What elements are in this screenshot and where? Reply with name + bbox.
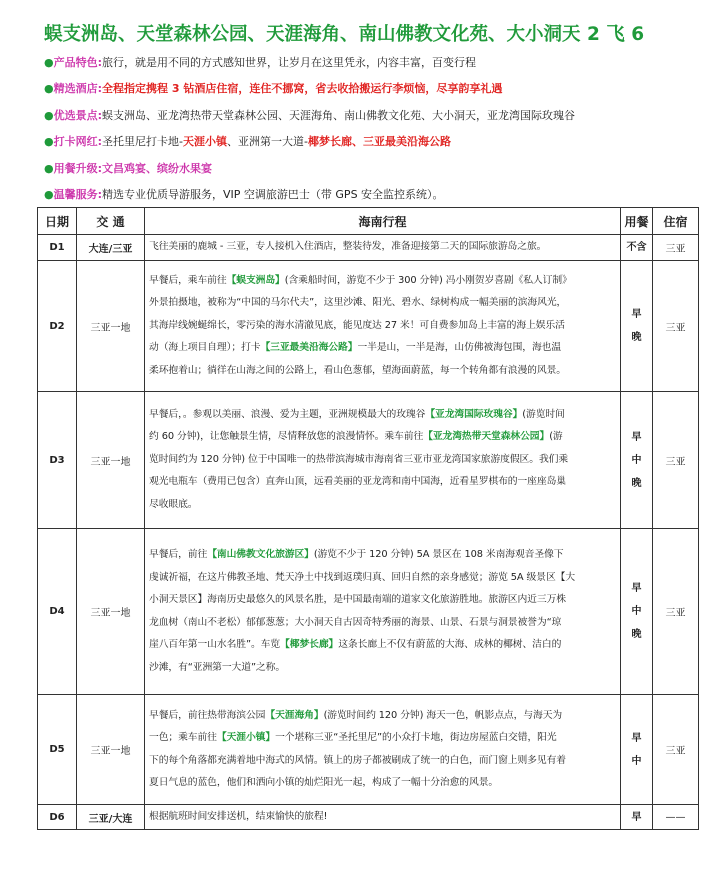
cell-day: D2: [38, 261, 77, 392]
cell-itinerary: [145, 529, 621, 695]
itinerary-line: 其海岸线婉蜒绵长，零污染的海水清澈见底，能见度达 27 米！可自费参加岛上丰富的海上娱乐活: [149, 319, 565, 331]
itinerary-table: [37, 207, 699, 830]
cell-meal: [621, 392, 653, 529]
spots-label: 优选景点:: [53, 109, 103, 122]
cell-itinerary: [145, 805, 621, 830]
service-text: 精选专业优质导游服务，VIP 空调旅游巴士（带 GPS 安全监控系统）。: [102, 188, 444, 201]
itinerary-line: 早餐后，乘车前往【蜈支洲岛】(含乘船时间，游览不少于 300 分钟) 冯小刚贺岁喜剧《私人订制》: [149, 274, 572, 286]
itinerary-line: 动（海上项目自理）；打卡【三亚最美沿海公路】一半是山，一半是海，山仿佛被海包围，海也温: [149, 342, 562, 354]
meal-item: 中: [631, 454, 642, 466]
itinerary-line: 虔诚祈福，在这片佛教圣地、梵天净土中找到返璞归真、回归自然的亲身感觉；游览 5A 级景区【大: [149, 571, 576, 583]
table-row: [38, 261, 699, 392]
meal-item: 晚: [631, 332, 642, 343]
cell-itinerary: [145, 392, 621, 529]
itinerary-line: 尽收眼底。: [149, 498, 198, 510]
cell-transport: 三亚一地: [77, 261, 145, 392]
cell-stay: 三亚: [653, 261, 699, 392]
checkin-label: 打卡网红:: [53, 135, 103, 148]
features-label: 产品特色:: [53, 56, 103, 69]
info-spots: ●优选景点:蜈支洲岛、亚龙湾热带天堂森林公园、天涯海角、南山佛教文化苑、大小洞天，亚龙湾国际玫瑰谷: [44, 109, 576, 122]
cell-itinerary: [145, 235, 621, 261]
info-checkin: ●打卡网红:圣托里尼打卡地-天涯小镇、亚洲第一大道-椰梦长廊、三亚最美沿海公路: [44, 135, 451, 148]
cell-itinerary: [145, 695, 621, 805]
itinerary-line: 早餐后，前往【南山佛教文化旅游区】(游览不少于 120 分钟) 5A 景区在 108 米南海观音圣像下: [149, 549, 564, 560]
hotel-label: 精选酒店:: [53, 82, 103, 95]
meal-item: 晚: [631, 629, 642, 640]
cell-stay: 三亚: [653, 529, 699, 695]
cell-meal: [621, 235, 653, 261]
hotel-text: 全程指定携程 3 钻酒店住宿，连住不挪窝，省去收拾搬运行李烦恼，尽享韵享礼遇: [102, 82, 503, 95]
table-row: [38, 235, 699, 261]
header-meal: 用餐: [621, 208, 653, 235]
itinerary-line: 飞往美丽的鹿城 - 三亚，专人接机入住酒店，整装待发，准备迎接第二天的国际旅游岛之旅。: [149, 241, 547, 253]
cell-transport: 三亚一地: [77, 695, 145, 805]
cell-transport: 三亚一地: [77, 392, 145, 529]
itinerary-body: [38, 235, 699, 830]
cell-day: D4: [38, 529, 77, 695]
meal-item: 中: [631, 755, 642, 767]
cell-stay: 三亚: [653, 235, 699, 261]
cell-stay: 三亚: [653, 695, 699, 805]
meal-item: 早: [631, 811, 642, 823]
checkin-text-d: 椰梦长廊、三亚最美沿海公路: [307, 135, 451, 148]
meal-item: 早: [631, 732, 642, 744]
meal-item: 早: [631, 583, 642, 594]
table-header-row: [38, 208, 699, 235]
cell-meal: [621, 695, 653, 805]
table-row: [38, 392, 699, 529]
meal-item: 早: [631, 431, 642, 443]
header-stay: 住宿: [653, 208, 699, 235]
table-row: [38, 529, 699, 695]
cell-meal: [621, 261, 653, 392]
cell-day: D5: [38, 695, 77, 805]
itinerary-line: 外景拍摄地，被称为“中国的马尔代夫”，这里沙滩、阳光、碧水、绿树构成一幅美丽的滨海风光，: [149, 297, 567, 309]
itinerary-line: 根据航班时间安排送机，结束愉快的旅程!: [149, 810, 328, 822]
itinerary-line: 约 60 分钟)，让您触景生情，尽情释放您的浪漫情怀。乘车前往【亚龙湾热带天堂森林公园】(游: [149, 431, 563, 443]
cell-day: D6: [38, 805, 77, 830]
checkin-text-c: 、亚洲第一大道-: [226, 135, 308, 148]
cell-itinerary: [145, 261, 621, 392]
itinerary-line: 下的每个角落都充满着地中海式的风情。镇上的房子都被刷成了统一的白色，而门窗上则多见有着: [149, 754, 566, 766]
table-row: [38, 805, 699, 830]
meal-item: 晚: [631, 477, 642, 489]
spots-text: 蜈支洲岛、亚龙湾热带天堂森林公园、天涯海角、南山佛教文化苑、大小洞天，亚龙湾国际玫瑰谷: [102, 109, 576, 122]
header-itinerary: 海南行程: [145, 208, 621, 235]
checkin-text-a: 圣托里尼打卡地-: [102, 135, 183, 148]
info-meal: ●用餐升级:文昌鸡宴、缤纷水果宴: [44, 162, 213, 175]
itinerary-line: 龙血树（南山不老松）郁郁葱葱；大小洞天自古因奇特秀丽的海景、山景、石景与洞景被誉为“琼: [149, 616, 562, 628]
cell-stay: 三亚: [653, 392, 699, 529]
itinerary-line: 崖八百年第一山水名胜”。车览【椰梦长廊】这条长廊上不仅有蔚蓝的大海、成林的椰树、洁白的: [149, 639, 562, 650]
table-row: [38, 695, 699, 805]
itinerary-line: 观光电瓶车（费用已包含）直奔山顶，远看美丽的亚龙湾和南中国海，近看星罗棋布的一座座岛巢: [149, 476, 566, 488]
cell-day: D1: [38, 235, 77, 261]
header-transport: 交 通: [77, 208, 145, 235]
cell-transport: 三亚一地: [77, 529, 145, 695]
cell-meal: [621, 529, 653, 695]
info-features: ●产品特色:旅行，就是用不同的方式感知世界，让岁月在这里凭永，内容丰富，百变行程: [44, 56, 477, 69]
features-text: 旅行，就是用不同的方式感知世界，让岁月在这里凭永，内容丰富，百变行程: [102, 56, 477, 69]
service-label: 温馨服务:: [53, 188, 103, 201]
meal-text: 文昌鸡宴、缤纷水果宴: [102, 162, 213, 175]
meal-item: 早: [631, 309, 642, 320]
itinerary-line: 小洞天景区】海南历史最悠久的风景名胜，是中国最南端的道家文化旅游胜地。旅游区内近三万株: [149, 594, 566, 605]
cell-day: D3: [38, 392, 77, 529]
cell-transport: 三亚/大连: [77, 805, 145, 830]
itinerary-line: 早餐后，前往热带海滨公园【天涯海角】(游览时间约 120 分钟) 海天一色，帆影点点，与海天为: [149, 709, 563, 721]
meal-item: 不含: [626, 242, 647, 253]
itinerary-line: 览时间约为 120 分钟) 位于中国唯一的热带滨海城市海南省三亚市亚龙湾国家旅游度假区。我们乘: [149, 453, 569, 465]
itinerary-line: 一色；乘车前往【天涯小镇】一个堪称三亚“圣托里尼”的小众打卡地，街边房屋蓝白交错，阳光: [149, 732, 557, 743]
itinerary-line: 沙滩，有“亚洲第一大道”之称。: [149, 661, 286, 673]
cell-meal: [621, 805, 653, 830]
info-service: ●温馨服务:精选专业优质导游服务，VIP 空调旅游巴士（带 GPS 安全监控系统）。: [44, 188, 444, 201]
page-title: 蜈支洲岛、天堂森林公园、天涯海角、南山佛教文化苑、大小洞天 2 飞 6: [44, 24, 645, 45]
itinerary-line: 早餐后，。参观以美丽、浪漫、爱为主题，亚洲规模最大的玫瑰谷【亚龙湾国际玫瑰谷】(游览时间: [149, 408, 565, 420]
itinerary-line: 夏日气息的蓝色，他们和洒向小镇的灿烂阳光一起，构成了一幅十分治愈的风景。: [149, 777, 499, 788]
cell-transport: 大连/三亚: [77, 235, 145, 261]
info-hotel: ●精选酒店:全程指定携程 3 钻酒店住宿，连住不挪窝，省去收拾搬运行李烦恼，尽享韵享礼遇: [44, 82, 503, 95]
meal-label: 用餐升级:: [53, 162, 103, 175]
header-day: 日期: [38, 208, 77, 235]
itinerary-line: 柔环抱着山；徜徉在山海之间的公路上，看山色葱郁，望海面蔚蓝，每一个转角都有浪漫的风景。: [149, 364, 566, 376]
meal-item: 中: [631, 606, 642, 617]
cell-stay: ——: [653, 805, 699, 830]
checkin-text-b: 天涯小镇: [182, 135, 227, 148]
